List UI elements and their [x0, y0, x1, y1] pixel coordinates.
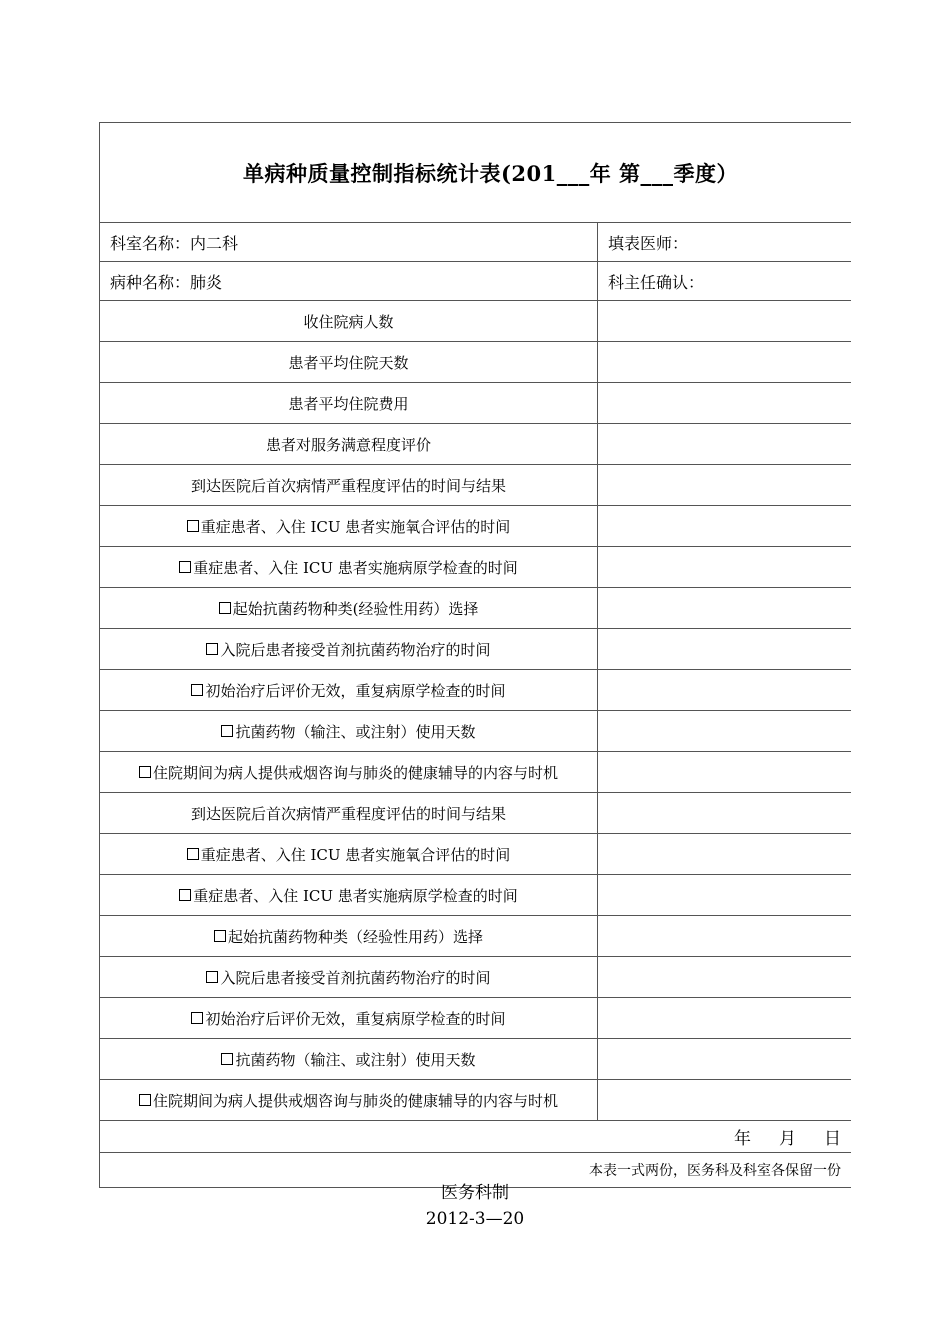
value-cell[interactable]: [598, 1080, 851, 1120]
table-row: [100, 342, 851, 383]
director-confirm-field[interactable]: 科主任确认：: [608, 272, 705, 292]
value-cell[interactable]: [598, 506, 851, 546]
info-row-1: [100, 223, 851, 262]
indicator-text: 抗菌药物（输注、或注射）使用天数: [235, 1050, 476, 1069]
value-cell[interactable]: [598, 834, 851, 874]
value-cell[interactable]: [598, 424, 851, 464]
checkbox[interactable]: [206, 643, 218, 655]
indicator-table: [100, 301, 851, 1121]
table-row: [100, 1039, 851, 1080]
checkbox[interactable]: [139, 766, 151, 778]
indicator-text: 患者平均住院费用: [288, 394, 409, 413]
indicator-label: [100, 752, 598, 792]
value-cell[interactable]: [598, 342, 851, 382]
value-cell[interactable]: [598, 465, 851, 505]
indicator-label: [100, 629, 598, 669]
table-row: [100, 301, 851, 342]
indicator-text: 初始治疗后评价无效，重复病原学检查的时间: [205, 681, 506, 700]
form-title: 单病种质量控制指标统计表(201___年 第___季度）: [242, 160, 739, 186]
checkbox[interactable]: [221, 725, 233, 737]
indicator-text: 抗菌药物（输注、或注射）使用天数: [235, 722, 476, 741]
month-label: 月: [779, 1129, 796, 1149]
table-row: [100, 957, 851, 998]
indicator-text: 患者对服务满意程度评价: [265, 435, 431, 454]
indicator-label: [100, 711, 598, 751]
table-row: [100, 998, 851, 1039]
table-row: [100, 629, 851, 670]
value-cell[interactable]: [598, 629, 851, 669]
checkbox[interactable]: [191, 684, 203, 696]
issue-date: 2012-3—20: [425, 1209, 525, 1229]
indicator-text: 重症患者、入住 ICU 患者实施病原学检查的时间: [193, 558, 518, 577]
copies-note: 本表一式两份，医务科及科室各保留一份: [589, 1163, 841, 1179]
checkbox[interactable]: [187, 848, 199, 860]
value-cell[interactable]: [598, 301, 851, 341]
indicator-label: [100, 1039, 598, 1079]
indicator-text: 收住院病人数: [303, 312, 394, 331]
value-cell[interactable]: [598, 588, 851, 628]
value-cell[interactable]: [598, 383, 851, 423]
title-row: [100, 123, 851, 223]
value-cell[interactable]: [598, 752, 851, 792]
indicator-label: [100, 793, 598, 833]
indicator-text: 初始治疗后评价无效，重复病原学检查的时间: [205, 1009, 506, 1028]
day-label: 日: [824, 1129, 841, 1149]
info-row-2: [100, 262, 851, 301]
indicator-label: [100, 588, 598, 628]
indicator-text: 入院后患者接受首剂抗菌药物治疗的时间: [220, 640, 491, 659]
department-name: 科室名称：内二科: [100, 223, 598, 261]
indicator-text: 住院期间为病人提供戒烟咨询与肺炎的健康辅导的内容与时机: [152, 763, 558, 782]
statistics-form: [99, 122, 851, 1188]
indicator-text: 起始抗菌药物种类（经验性用药）选择: [227, 927, 483, 946]
indicator-label: [100, 301, 598, 341]
table-row: [100, 424, 851, 465]
indicator-label: [100, 834, 598, 874]
doctor-field[interactable]: 填表医师：: [608, 233, 689, 253]
value-cell[interactable]: [598, 793, 851, 833]
indicator-label: [100, 506, 598, 546]
checkbox[interactable]: [221, 1053, 233, 1065]
table-row: [100, 1080, 851, 1121]
table-row: [100, 916, 851, 957]
table-row: [100, 465, 851, 506]
footer: [0, 1180, 950, 1232]
table-row: [100, 383, 851, 424]
indicator-text: 重症患者、入住 ICU 患者实施氧合评估的时间: [200, 845, 511, 864]
table-row: [100, 752, 851, 793]
checkbox[interactable]: [219, 602, 231, 614]
value-cell[interactable]: [598, 1039, 851, 1079]
checkbox[interactable]: [187, 520, 199, 532]
indicator-text: 患者平均住院天数: [288, 353, 409, 372]
indicator-text: 到达医院后首次病情严重程度评估的时间与结果: [190, 476, 506, 495]
issuer: 医务科制: [441, 1183, 509, 1203]
indicator-label: [100, 342, 598, 382]
year-label: 年: [734, 1129, 751, 1149]
disease-name: 病种名称：肺炎: [100, 262, 598, 300]
indicator-text: 入院后患者接受首剂抗菌药物治疗的时间: [220, 968, 491, 987]
indicator-text: 起始抗菌药物种类(经验性用药）选择: [232, 599, 479, 618]
value-cell[interactable]: [598, 875, 851, 915]
table-row: [100, 506, 851, 547]
indicator-label: [100, 957, 598, 997]
indicator-label: [100, 670, 598, 710]
value-cell[interactable]: [598, 670, 851, 710]
indicator-label: [100, 547, 598, 587]
checkbox[interactable]: [179, 561, 191, 573]
table-row: [100, 588, 851, 629]
indicator-label: [100, 465, 598, 505]
indicator-text: 住院期间为病人提供戒烟咨询与肺炎的健康辅导的内容与时机: [152, 1091, 558, 1110]
checkbox[interactable]: [191, 1012, 203, 1024]
table-row: [100, 875, 851, 916]
indicator-label: [100, 875, 598, 915]
indicator-label: [100, 383, 598, 423]
value-cell[interactable]: [598, 547, 851, 587]
table-row: [100, 793, 851, 834]
indicator-label: [100, 424, 598, 464]
checkbox[interactable]: [206, 971, 218, 983]
table-row: [100, 834, 851, 875]
date-row: [100, 1121, 851, 1153]
table-row: [100, 670, 851, 711]
indicator-label: [100, 1080, 598, 1120]
value-cell[interactable]: [598, 711, 851, 751]
indicator-text: 重症患者、入住 ICU 患者实施病原学检查的时间: [193, 886, 518, 905]
value-cell[interactable]: [598, 916, 851, 956]
indicator-text: 到达医院后首次病情严重程度评估的时间与结果: [190, 804, 506, 823]
table-row: [100, 547, 851, 588]
indicator-text: 重症患者、入住 ICU 患者实施氧合评估的时间: [200, 517, 511, 536]
table-row: [100, 711, 851, 752]
indicator-label: [100, 998, 598, 1038]
value-cell[interactable]: [598, 957, 851, 997]
indicator-label: [100, 916, 598, 956]
checkbox[interactable]: [139, 1094, 151, 1106]
value-cell[interactable]: [598, 998, 851, 1038]
checkbox[interactable]: [179, 889, 191, 901]
checkbox[interactable]: [214, 930, 226, 942]
